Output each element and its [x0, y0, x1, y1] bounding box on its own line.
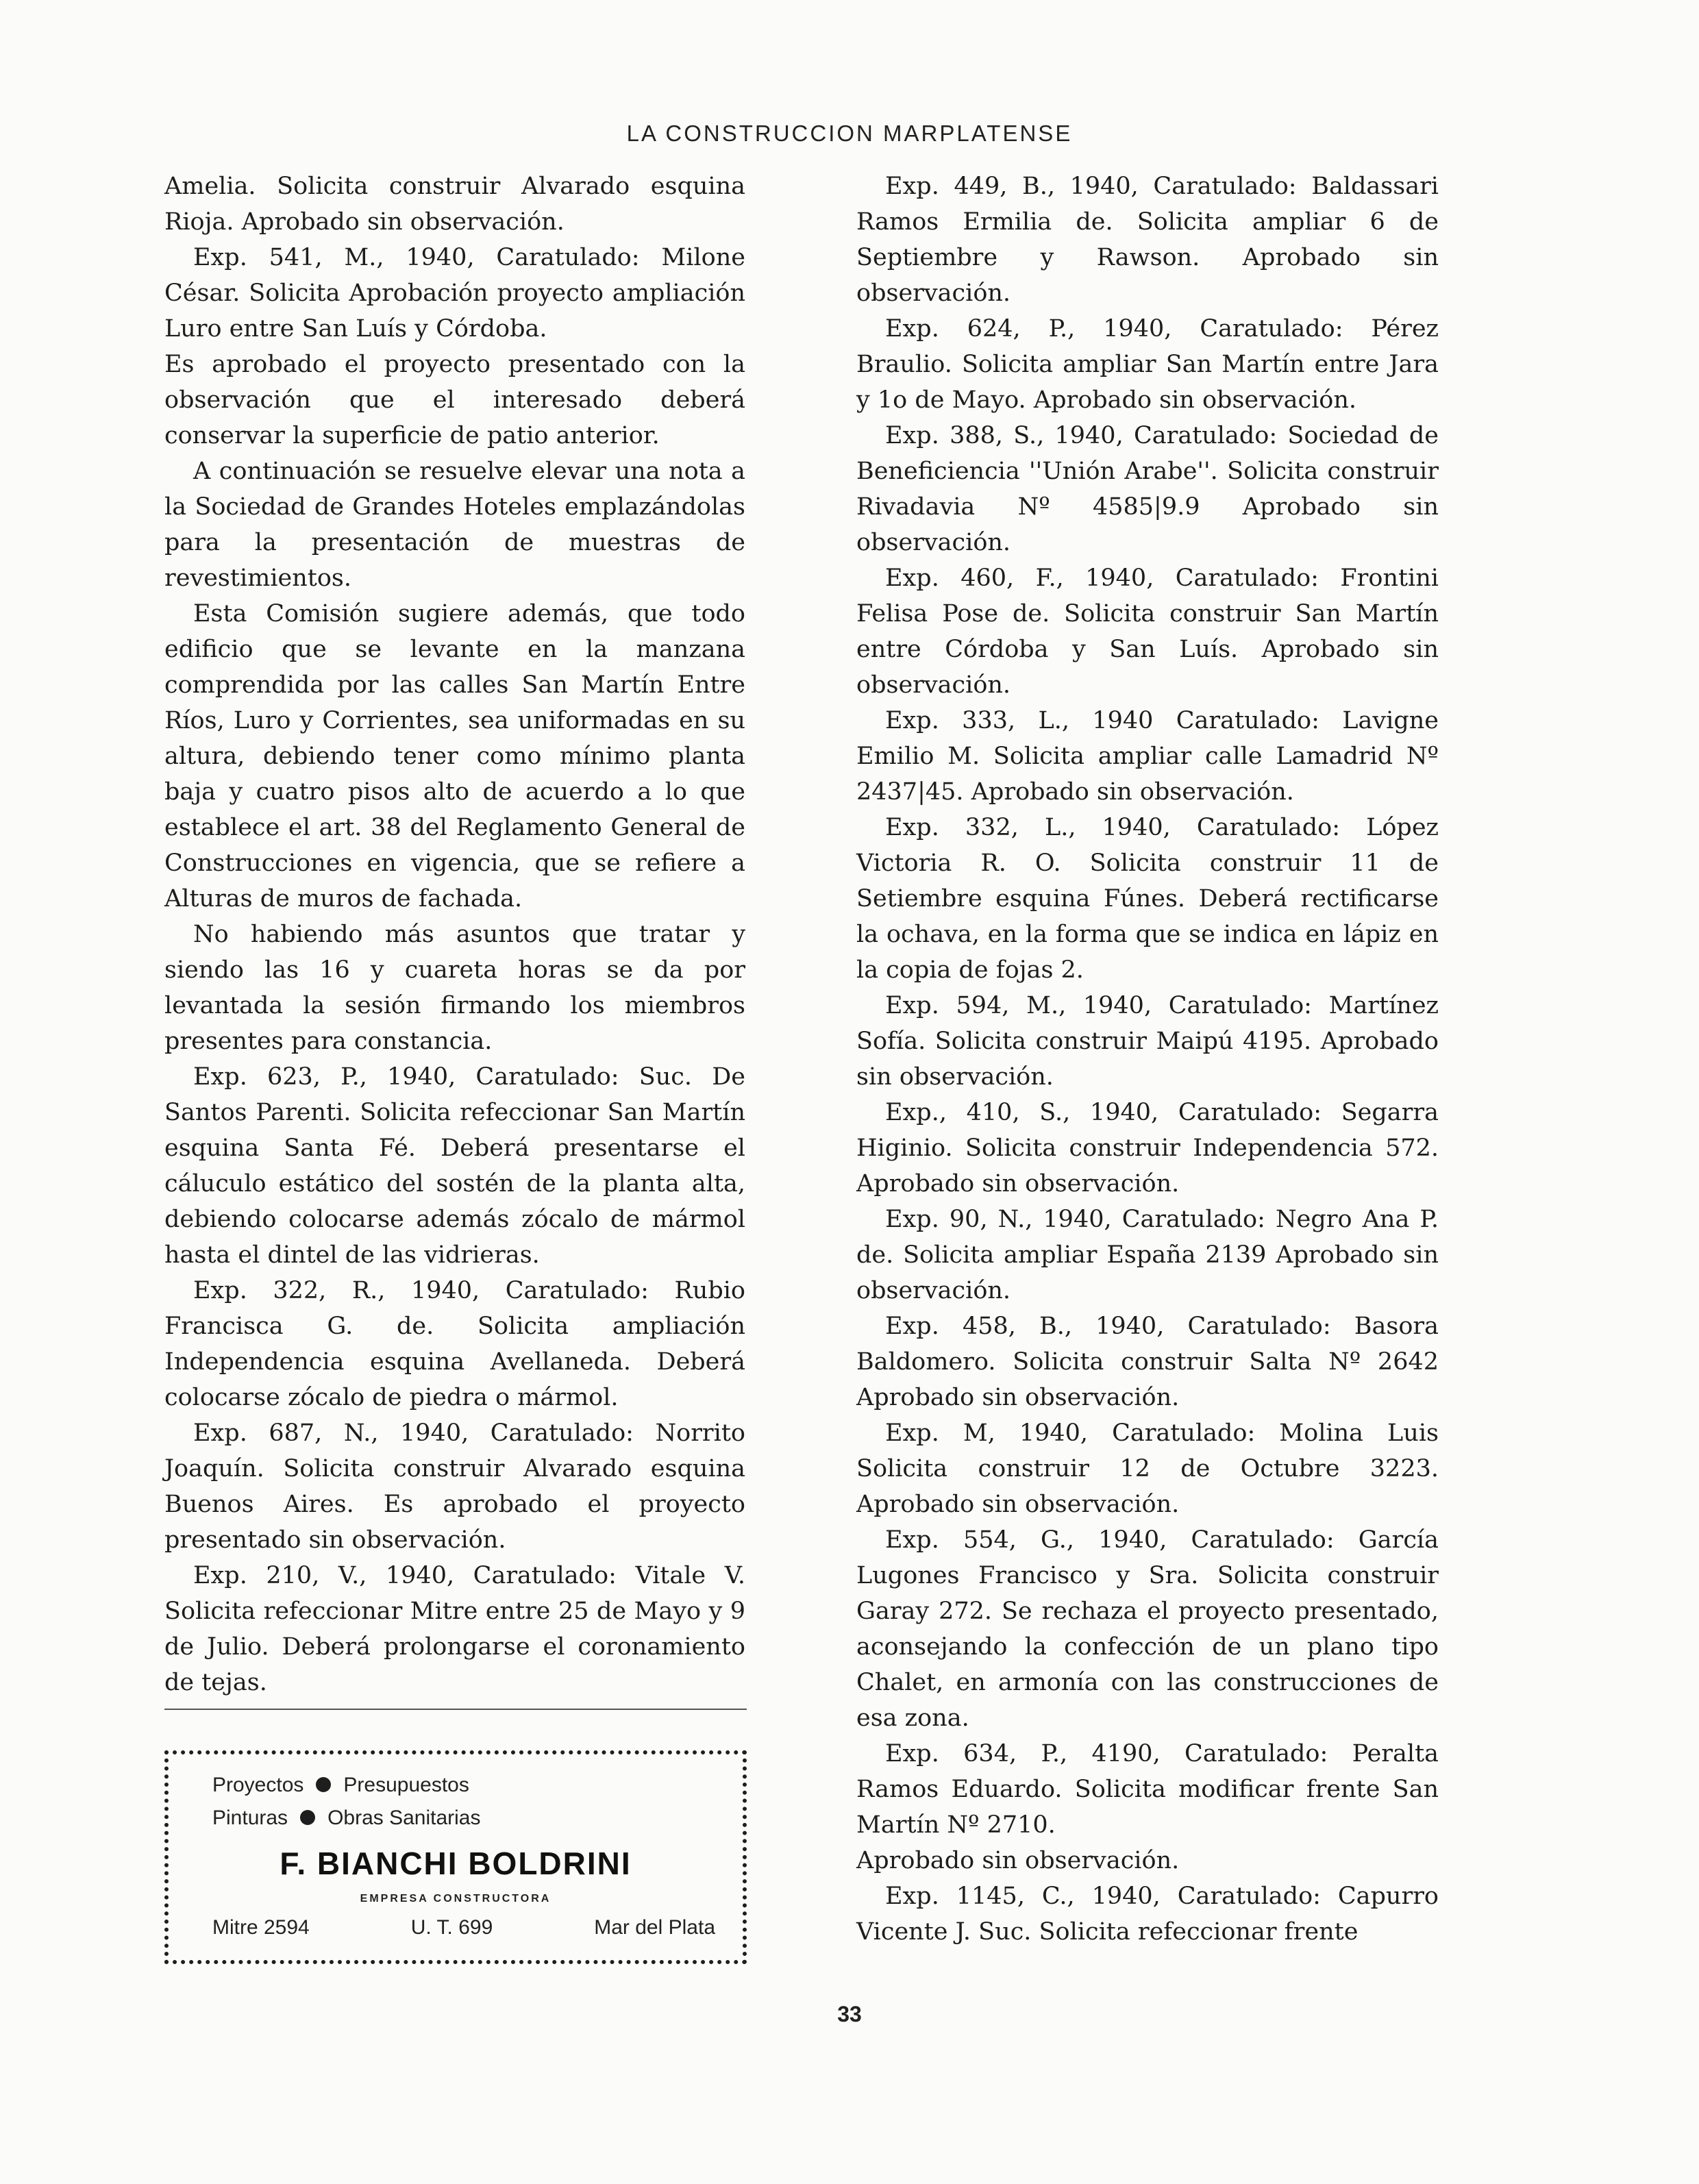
ad-services-line-1: [212, 1774, 469, 1797]
bullet-icon: [300, 1810, 315, 1825]
paragraph: Exp. 1145, C., 1940, Caratulado: Capurro Vicente J. Suc. Solicita refeccionar frente: [856, 1883, 1439, 1946]
paragraph: Exp. 332, L., 1940, Caratulado: López Victoria R. O. Solicita construir 11 de Setiembre esquina Fúnes. Deberá rectificarse la ochava, en la forma que se indica en lápiz en la copia de fojas 2.: [856, 814, 1439, 984]
paragraph: Exp., 410, S., 1940, Caratulado: Segarra Higinio. Solicita construir Independencia 572. Aprobado sin observación.: [856, 1099, 1439, 1198]
advertisement-box: [164, 1750, 747, 1964]
paragraph: Exp. M, 1940, Caratulado: Molina Luis Solicita construir 12 de Octubre 3223. Aprobado sin observación.: [856, 1419, 1439, 1518]
paragraph: Aprobado sin observación.: [856, 1847, 1180, 1874]
paragraph: Exp. 90, N., 1940, Caratulado: Negro Ana P. de. Solicita ampliar España 2139 Aprobado sin observación.: [856, 1206, 1439, 1304]
paragraph: Exp. 333, L., 1940 Caratulado: Lavigne Emilio M. Solicita ampliar calle Lamadrid Nº 2437|45. Aprobado sin observación.: [856, 707, 1439, 806]
paragraph: Es aprobado el proyecto presentado con la observación que el interesado deberá conservar la superficie de patio anterior.: [164, 351, 745, 449]
ad-address: Mitre 2594: [212, 1916, 310, 1939]
right-column: [856, 169, 1439, 1950]
ad-service-plumbing: Obras Sanitarias: [327, 1807, 481, 1829]
left-column: [164, 169, 745, 1700]
paragraph: Exp. 554, G., 1940, Caratulado: García Lugones Francisco y Sra. Solicita construir Garay 272. Se rechaza el proyecto presentado, aconsejando la confección de un plano tipo Chalet, en armonía con las construcciones de esa zona.: [856, 1526, 1439, 1732]
paragraph: Esta Comisión sugiere además, que todo edificio que se levante en la manzana comprendida por las calles San Martín Entre Ríos, Luro y Corrientes, sea uniformadas en su altura, debiendo tener como mínimo planta baja y cuatro pisos alto de acuerdo a lo que establece el art. 38 del Reglamento General de Construcciones en vigencia, que se refiere a Alturas de muros de fachada.: [164, 600, 745, 913]
paragraph: Exp. 458, B., 1940, Caratulado: Basora Baldomero. Solicita construir Salta Nº 2642 Aprobado sin observación.: [856, 1313, 1439, 1411]
paragraph: Exp. 449, B., 1940, Caratulado: Baldassari Ramos Ermilia de. Solicita ampliar 6 de Septiembre y Rawson. Aprobado sin observación.: [856, 173, 1439, 307]
paragraph: Exp. 687, N., 1940, Caratulado: Norrito Joaquín. Solicita construir Alvarado esquina Buenos Aires. Es aprobado el proyecto presentado sin observación.: [164, 1419, 745, 1554]
ad-company-type: EMPRESA CONSTRUCTORA: [360, 1893, 551, 1904]
bullet-icon: [316, 1777, 331, 1792]
ad-phone: U. T. 699: [410, 1916, 493, 1939]
paragraph: Exp. 460, F., 1940, Caratulado: Frontini Felisa Pose de. Solicita construir San Martín entre Córdoba y San Luís. Aprobado sin observación.: [856, 564, 1439, 699]
paragraph: Amelia. Solicita construir Alvarado esquina Rioja. Aprobado sin observación.: [164, 173, 745, 236]
ad-service-budgets: Presupuestos: [343, 1774, 469, 1796]
paragraph: Exp. 210, V., 1940, Caratulado: Vitale V. Solicita refeccionar Mitre entre 25 de Mayo y 9 de Julio. Deberá prolongarse el coronamiento de tejas.: [164, 1562, 745, 1696]
paragraph: Exp. 541, M., 1940, Caratulado: Milone César. Solicita Aprobación proyecto ampliación Luro entre San Luís y Córdoba.: [164, 244, 745, 343]
paragraph: Exp. 623, P., 1940, Caratulado: Suc. De Santos Parenti. Solicita refeccionar San Martín esquina Santa Fé. Deberá presentarse el cáluculo estático del sostén de la planta alta, debiendo colocarse además zócalo de mármol hasta el dintel de las vidrieras.: [164, 1063, 745, 1269]
paragraph: Exp. 624, P., 1940, Caratulado: Pérez Braulio. Solicita ampliar San Martín entre Jara y 1o de Mayo. Aprobado sin observación.: [856, 315, 1439, 414]
paragraph: A continuación se resuelve elevar una nota a la Sociedad de Grandes Hoteles emplazándolas para la presentación de muestras de revestimientos.: [164, 458, 745, 592]
column-divider-rule: [164, 1709, 747, 1710]
paragraph: Exp. 594, M., 1940, Caratulado: Martínez Sofía. Solicita construir Maipú 4195. Aprobado sin observación.: [856, 992, 1439, 1091]
paragraph: Exp. 634, P., 4190, Caratulado: Peralta Ramos Eduardo. Solicita modificar frente San Martín Nº 2710.: [856, 1740, 1439, 1839]
paragraph: Exp. 388, S., 1940, Caratulado: Sociedad de Beneficiencia ''Unión Arabe''. Solicita construir Rivadavia Nº 4585|9.9 Aprobado sin observación.: [856, 422, 1439, 556]
paragraph: Exp. 322, R., 1940, Caratulado: Rubio Francisca G. de. Solicita ampliación Independencia esquina Avellaneda. Deberá colocarse zócalo de piedra o mármol.: [164, 1277, 745, 1411]
paragraph: No habiendo más asuntos que tratar y siendo las 16 y cuareta horas se da por levantada la sesión firmando los miembros presentes para constancia.: [164, 921, 745, 1055]
ad-service-projects: Proyectos: [212, 1774, 304, 1796]
ad-services-line-2: [212, 1807, 481, 1830]
running-title: LA CONSTRUCCION MARPLATENSE: [626, 121, 1073, 146]
ad-company-name: F. BIANCHI BOLDRINI: [280, 1846, 632, 1881]
ad-city: Mar del Plata: [594, 1916, 715, 1939]
ad-service-paintings: Pinturas: [212, 1807, 288, 1829]
page-number: 33: [837, 2002, 862, 2026]
ad-contact-line: [212, 1916, 715, 1939]
